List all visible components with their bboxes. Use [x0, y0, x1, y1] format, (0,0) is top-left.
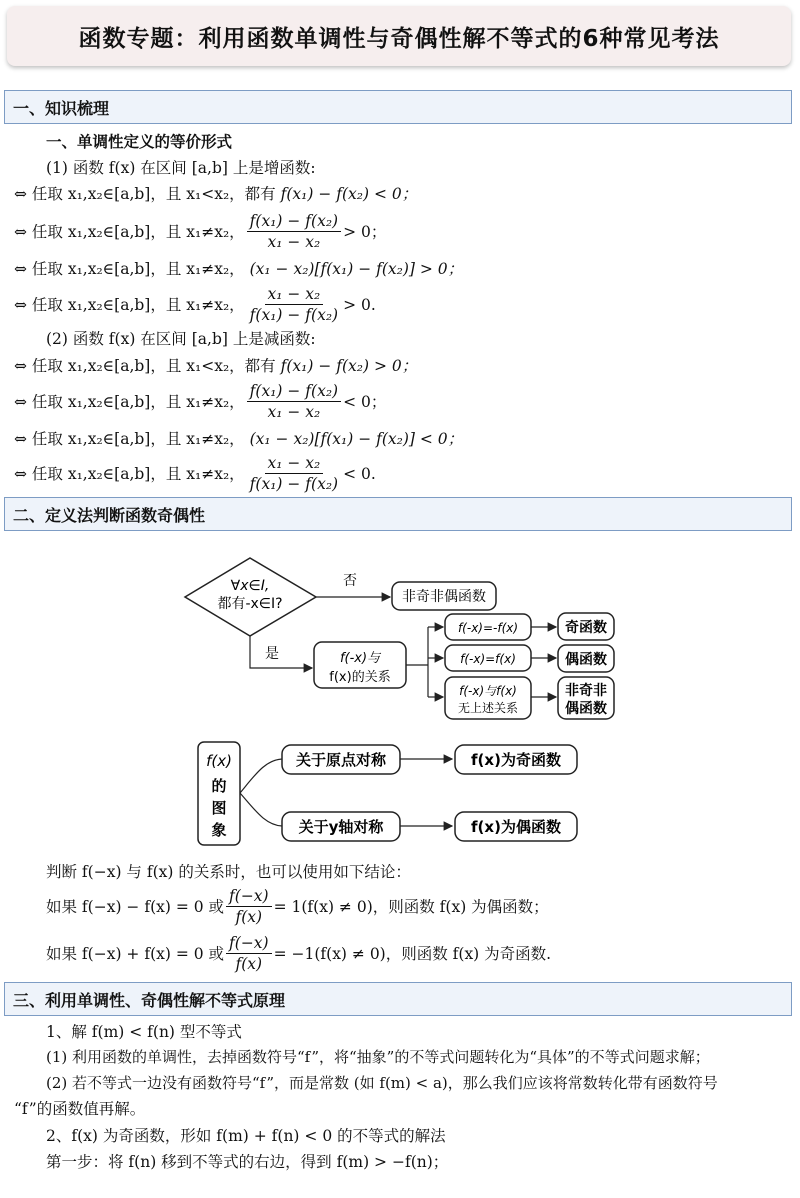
principle-line-6: 第一步：将 f(n) 移到不等式的右边，得到 f(m) > −f(n)；	[46, 1153, 449, 1171]
increasing-def: (1) 函数 f(x) 在区间 [a,b] 上是增函数:	[46, 159, 316, 177]
section-heading-knowledge: 一、知识梳理	[4, 90, 792, 124]
svg-text:f(-x)=-f(x): f(-x)=-f(x)	[457, 621, 519, 635]
fraction: $\frac{\text{f(x₁) − f(x₂)}}{\text{x₁ − x₂}}$	[247, 382, 341, 421]
svg-text:关于y轴对称: 关于y轴对称	[298, 818, 384, 836]
odd-criterion: 如果 f(−x) + f(x) = 0 或 $\frac{f(-x)}{f(x)}$ = −1(f(x) ≠ 0)，则函数 f(x) 为奇函数.	[46, 934, 552, 973]
dec-condition-3: ⇔ 任取 x₁,x₂∈[a,b]，且 x₁≠x₂， (x₁ − x₂)[f(x₁) − f(x₂)] < 0；	[14, 430, 464, 448]
svg-text:f(-x)与f(x): f(-x)与f(x)	[459, 684, 517, 698]
svg-text:f(-x)与: f(-x)与	[339, 651, 381, 666]
diamond-line-2: 都有-x∈I?	[217, 596, 283, 612]
svg-text:f(x)的关系: f(x)的关系	[329, 670, 391, 685]
fraction: $\frac{\text{x₁ − x₂}}{\text{f(x₁) − f(x₂)}}$	[249, 285, 339, 324]
fraction: $\frac{f(-x)}{f(x)}$	[226, 934, 272, 973]
no-label: 否	[343, 573, 357, 589]
svg-text:的: 的	[211, 777, 227, 795]
subheading-monotonic: 一、单调性定义的等价形式	[46, 133, 233, 151]
fraction: $\frac{\text{f(x₁) − f(x₂)}}{\text{x₁ − x₂}}$	[247, 212, 341, 251]
parity-flowchart	[0, 540, 800, 730]
even-criterion: 如果 f(−x) − f(x) = 0 或 $\frac{f(-x)}{f(x)}$ = 1(f(x) ≠ 0)，则函数 f(x) 为偶函数；	[46, 887, 549, 926]
svg-text:f(x): f(x)	[206, 752, 232, 770]
svg-text:非奇非: 非奇非	[565, 683, 607, 699]
dec-condition-2: ⇔ 任取 x₁,x₂∈[a,b]，且 x₁≠x₂， $\frac{\text{f(x₁) − f(x₂)}}{\text{x₁ − x₂}}$ < 0；	[14, 382, 387, 421]
principle-line-3: (2) 若不等式一边没有函数符号“f”，而是常数 (如 f(m) < a)，那么我们应该将常数转化带有函数符号	[46, 1074, 718, 1092]
principle-line-4: “f”的函数值再解。	[14, 1100, 146, 1118]
fraction: $\frac{f(-x)}{f(x)}$	[226, 887, 272, 926]
dec-condition-4: ⇔ 任取 x₁,x₂∈[a,b]，且 x₁≠x₂， $\frac{\text{x₁ − x₂}}{\text{f(x₁) − f(x₂)}}$ < 0.	[14, 454, 376, 493]
inc-condition-3: ⇔ 任取 x₁,x₂∈[a,b]，且 x₁≠x₂， (x₁ − x₂)[f(x₁) − f(x₂)] > 0；	[14, 260, 464, 278]
yes-label: 是	[265, 646, 279, 662]
svg-text:无上述关系: 无上述关系	[457, 701, 519, 715]
svg-text:关于原点对称: 关于原点对称	[295, 751, 387, 769]
svg-text:f(-x)=f(x): f(-x)=f(x)	[460, 652, 516, 666]
svg-text:非奇非偶函数: 非奇非偶函数	[402, 589, 486, 605]
principle-line-2: (1) 利用函数的单调性，去掉函数符号“f”，将“抽象”的不等式问题转化为“具体”的不等式问题求解；	[46, 1048, 710, 1066]
svg-text:图: 图	[211, 799, 227, 817]
inc-condition-2: ⇔ 任取 x₁,x₂∈[a,b]，且 x₁≠x₂， $\frac{\text{f(x₁) − f(x₂)}}{\text{x₁ − x₂}}$ > 0；	[14, 212, 387, 251]
inc-condition-4: ⇔ 任取 x₁,x₂∈[a,b]，且 x₁≠x₂， $\frac{\text{x₁ − x₂}}{\text{f(x₁) − f(x₂)}}$ > 0.	[14, 285, 376, 324]
svg-text:f(x)为奇函数: f(x)为奇函数	[471, 751, 561, 769]
fraction: $\frac{\text{x₁ − x₂}}{\text{f(x₁) − f(x₂)}}$	[249, 454, 339, 493]
section-heading-principle: 三、利用单调性、奇偶性解不等式原理	[4, 982, 792, 1016]
graph-symmetry-diagram	[0, 735, 800, 850]
principle-line-5: 2、f(x) 为奇函数，形如 f(m) + f(n) < 0 的不等式的解法	[46, 1127, 446, 1145]
dec-condition-1: ⇔ 任取 x₁,x₂∈[a,b]，且 x₁<x₂，都有 f(x₁) − f(x₂) > 0；	[14, 357, 418, 375]
inc-condition-1: ⇔ 任取 x₁,x₂∈[a,b]，且 x₁<x₂，都有 f(x₁) − f(x₂) < 0；	[14, 185, 418, 203]
svg-text:f(x)为偶函数: f(x)为偶函数	[471, 818, 561, 836]
svg-text:奇函数: 奇函数	[565, 620, 607, 636]
diamond-line-1: ∀x∈I,	[230, 578, 270, 594]
svg-text:偶函数: 偶函数	[565, 652, 607, 668]
svg-text:象: 象	[211, 821, 227, 839]
section-heading-parity: 二、定义法判断函数奇偶性	[4, 497, 792, 531]
page-title: 函数专题：利用函数单调性与奇偶性解不等式的6种常见考法	[7, 6, 791, 66]
judge-line: 判断 f(−x) 与 f(x) 的关系时，也可以使用如下结论：	[46, 863, 411, 881]
principle-line-1: 1、解 f(m) < f(n) 型不等式	[46, 1023, 242, 1041]
svg-text:偶函数: 偶函数	[565, 701, 607, 717]
decreasing-def: (2) 函数 f(x) 在区间 [a,b] 上是减函数:	[46, 330, 316, 348]
